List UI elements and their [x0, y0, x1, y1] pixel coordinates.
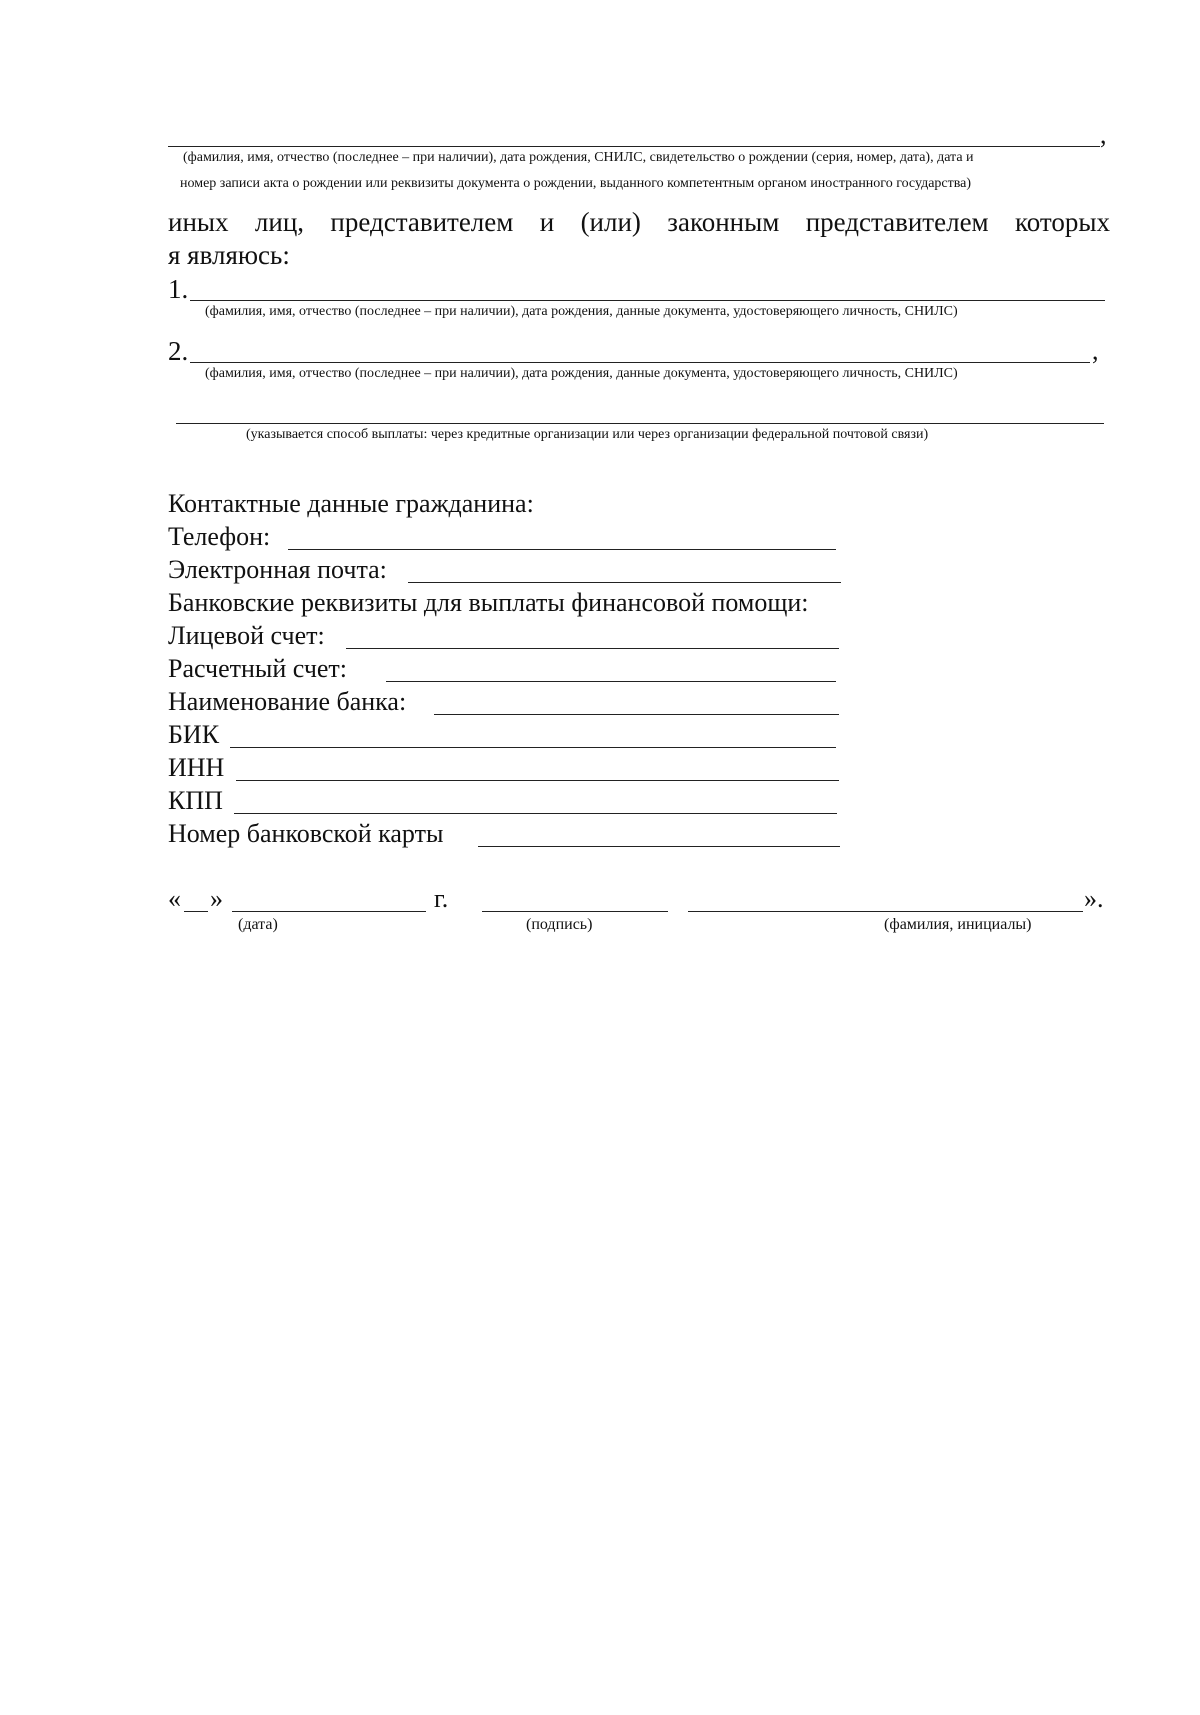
day-fill-line [184, 911, 208, 912]
date-quote-close: » [210, 884, 223, 913]
inn-label: ИНН [168, 753, 225, 782]
person-2-caption: (фамилия, имя, отчество (последнее – при наличии), дата рождения, данные документа, удостоверяющего личность, СНИЛС) [205, 366, 958, 381]
top-caption-line1: (фамилия, имя, отчество (последнее – при наличии), дата рождения, СНИЛС, свидетельство о рождении (серия, номер, дата), дата и [183, 150, 974, 165]
payout-caption: (указывается способ выплаты: через кредитные организации или через организации федеральной почтовой связи) [246, 427, 929, 442]
name-caption: (фамилия, инициалы) [884, 916, 1032, 933]
bik-row [168, 720, 219, 754]
bank-heading: Банковские реквизиты для выплаты финансовой помощи: [168, 588, 809, 617]
kpp-fill-line [234, 813, 837, 814]
bik-fill-line [230, 747, 836, 748]
phone-fill-line [288, 549, 836, 550]
personal-account-label: Лицевой счет: [168, 621, 325, 650]
top-fill-line [168, 146, 1100, 147]
payout-fill-line [176, 423, 1104, 424]
settlement-account-label: Расчетный счет: [168, 654, 348, 683]
bank-name-row [168, 687, 406, 721]
bik-label: БИК [168, 720, 220, 749]
person-2-trailing-comma: , [1092, 336, 1099, 365]
date-quote-open: « [168, 884, 181, 913]
kpp-row [168, 786, 223, 820]
person-1-fill-line [190, 300, 1105, 301]
date-caption: (дата) [238, 916, 278, 933]
email-fill-line [408, 582, 841, 583]
signature-caption: (подпись) [526, 916, 593, 933]
card-number-row [168, 819, 443, 853]
name-fill-line [688, 911, 1083, 912]
signature-fill-line [482, 911, 668, 912]
settlement-account-fill-line [386, 681, 836, 682]
card-number-label: Номер банковской карты [168, 819, 444, 848]
phone-row [168, 522, 270, 556]
name-end-mark: ». [1084, 884, 1104, 913]
email-label: Электронная почта: [168, 555, 387, 584]
bank-heading-row [168, 588, 809, 622]
person-2-fill-line [190, 362, 1090, 363]
paragraph-line2: я являюсь: [168, 240, 290, 270]
person-2-number: 2. [168, 336, 189, 366]
paragraph-line1: иных лиц, представителем и (или) законным представителем которых [168, 207, 1110, 237]
top-trailing-comma: , [1100, 120, 1107, 149]
personal-account-row [168, 621, 325, 655]
year-suffix: г. [434, 884, 449, 913]
phone-label: Телефон: [168, 522, 271, 551]
card-number-fill-line [478, 846, 840, 847]
top-caption-line2: номер записи акта о рождении или реквизиты документа о рождении, выданного компетентным органом иностранного государства) [180, 176, 972, 191]
person-1-caption: (фамилия, имя, отчество (последнее – при наличии), дата рождения, данные документа, удостоверяющего личность, СНИЛС) [205, 304, 958, 319]
inn-fill-line [236, 780, 839, 781]
contacts-heading-text: Контактные данные гражданина: [168, 489, 534, 518]
bank-name-fill-line [434, 714, 839, 715]
person-1-number: 1. [168, 274, 189, 304]
email-row [168, 555, 387, 589]
kpp-label: КПП [168, 786, 223, 815]
contacts-heading [168, 489, 534, 523]
settlement-account-row [168, 654, 347, 688]
personal-account-fill-line [346, 648, 839, 649]
date-fill-line [232, 911, 426, 912]
bank-name-label: Наименование банка: [168, 687, 407, 716]
inn-row [168, 753, 224, 787]
